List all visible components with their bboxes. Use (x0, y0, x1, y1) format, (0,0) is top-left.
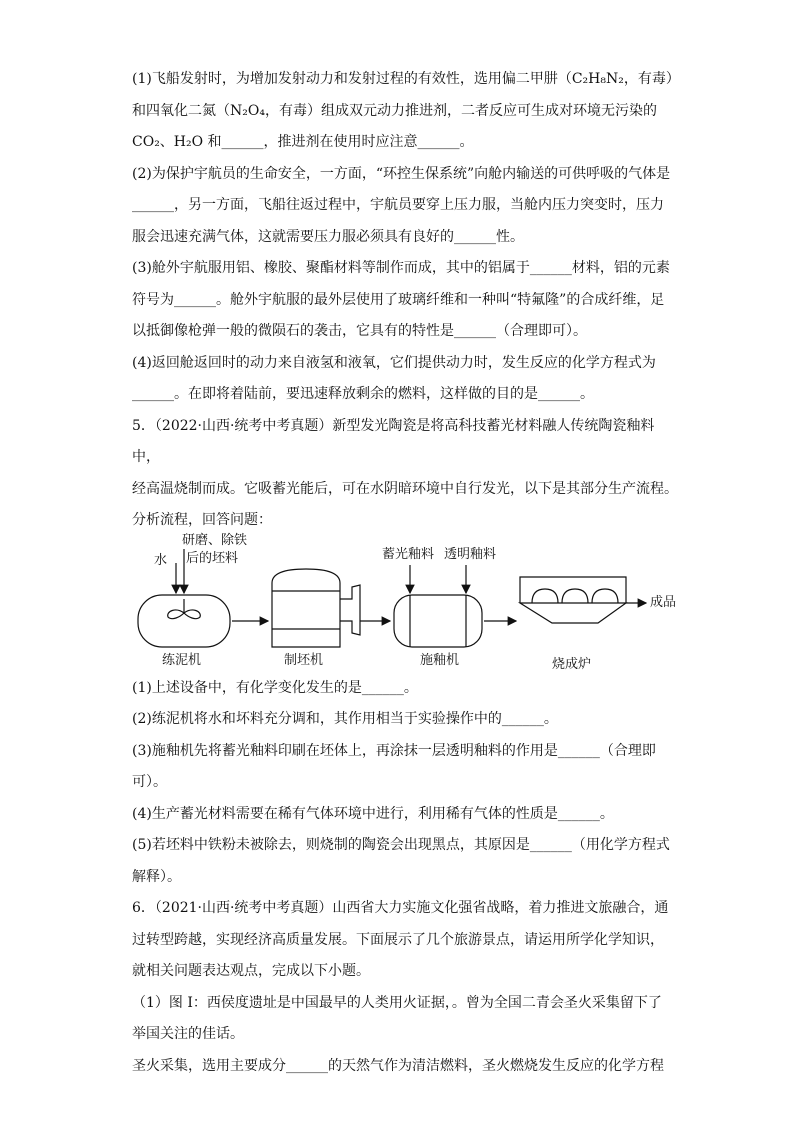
kiln-arch-1 (532, 589, 558, 603)
q6-line: 举国关注的佳话。 (132, 1026, 244, 1042)
mixer-label: 练泥机 (162, 652, 202, 668)
q4-line: (3)舱外宇航服用铝、橡胶、聚酯材料等制作而成，其中的铝属于______材料，铝的元素 (132, 260, 670, 276)
exam-page (132, 64, 680, 1082)
raw-material-label-2: 后的坯料 (186, 550, 239, 566)
water-label: 水 (154, 552, 168, 568)
mixer-blade-left (168, 610, 184, 619)
q5-intro-line: 经高温烧制而成。它吸蓄光能后，可在水阴暗环境中自行发光，以下是其部分生产流程。 (132, 480, 678, 497)
glazer-body (394, 595, 482, 647)
q6-line: 过转型跨越，实现经济高质量发展。下面展示了几个旅游景点，请运用所学化学知识， (132, 931, 664, 948)
q5-question-line: (5)若坯料中铁粉未被除去，则烧制的陶瓷会出现黑点，其原因是______（用化学方程式 (132, 837, 670, 853)
q5-intro-line: 5．（2022·山西·统考中考真题）新型发光陶瓷是将高科技蓄光材料融人传统陶瓷釉料中， (132, 417, 655, 465)
question-6-block (132, 893, 680, 1082)
q4-line: (4)返回舱返回时的动力来自液氢和液氧，它们提供动力时，发生反应的化学方程式为 (132, 354, 656, 371)
kiln-hopper (520, 603, 626, 623)
q6-line: 6．（2021·山西·统考中考真题）山西省大力实施文化强省战略，着力推进文旅融合，通 (132, 900, 669, 916)
q5-question-line: (4)生产蓄光材料需要在稀有气体环境中进行，利用稀有气体的性质是______。 (132, 805, 614, 822)
q4-line: 服会迅速充满气体，这就需要压力服必须具有良好的______性。 (132, 228, 524, 245)
q4-line: CO₂、H₂O 和______，推进剂在使用时应注意______。 (132, 134, 474, 150)
transparent-glaze-label: 透明釉料 (444, 546, 497, 562)
q5-question-line: 可）。 (132, 774, 167, 790)
glazer-label: 施釉机 (420, 652, 460, 668)
q4-line: 以抵御像枪弹一般的微陨石的袭击，它具有的特性是______（合理即可）。 (132, 323, 587, 339)
q6-line: 就相关问题表达观点，完成以下小题。 (132, 963, 370, 979)
product-label: 成品 (650, 594, 677, 610)
q5-question-line: (1)上述设备中，有化学变化发生的是______。 (132, 679, 418, 696)
former-label: 制坯机 (284, 652, 324, 668)
raw-material-label-1: 研磨、除铁 (182, 532, 248, 548)
q4-line: 符号为______。舱外宇航服的最外层使用了玻璃纤维和一种叫“特氟隆”的合成纤维，足 (132, 291, 665, 308)
production-flow-diagram (132, 532, 680, 673)
q4-line: ______。在即将着陆前，要迅速释放剩余的燃料，这样做的目的是______。 (132, 386, 594, 402)
mixer-blade-right (184, 610, 200, 619)
former-nozzle (340, 585, 360, 635)
kiln-arch-2 (562, 589, 588, 603)
question-5-block (132, 411, 680, 894)
q4-line: (2)为保护宇航员的生命安全，一方面，“环控生保系统”向舱内输送的可供呼吸的气体是 (132, 165, 671, 182)
q5-intro-line: 分析流程，回答问题： (132, 512, 272, 528)
kiln-arch-3 (592, 589, 618, 603)
former-body (272, 569, 340, 647)
kiln-label: 烧成炉 (552, 656, 592, 672)
q4-line: (1)飞船发射时，为增加发射动力和发射过程的有效性，选用偏二甲肼（C₂H₈N₂，有毒） (132, 71, 680, 87)
q5-question-line: 解释）。 (132, 868, 181, 885)
q5-question-line: (3)施釉机先将蓄光釉料印刷在坯体上，再涂抹一层透明釉料的作用是______（合理即 (132, 742, 656, 759)
q4-line: ______，另一方面，飞船往返过程中，宇航员要穿上压力服，当舱内压力突变时，压力 (132, 197, 664, 213)
luminous-glaze-label: 蓄光釉料 (382, 546, 435, 562)
q6-line: （1）图 I：西侯度遗址是中国最早的人类用火证据，。曾为全国二青会圣火采集留下了 (132, 994, 662, 1011)
question-4-block (132, 64, 680, 411)
q5-question-line: (2)练泥机将水和坏料充分调和，其作用相当于实验操作中的______。 (132, 711, 558, 727)
q4-line: 和四氧化二氮（N₂O₄，有毒）组成双元动力推进剂，二者反应可生成对环境无污染的 (132, 102, 657, 119)
q6-line: 圣火采集，选用主要成分______的天然气作为清洁燃料，圣火燃烧发生反应的化学方程 (132, 1057, 664, 1074)
